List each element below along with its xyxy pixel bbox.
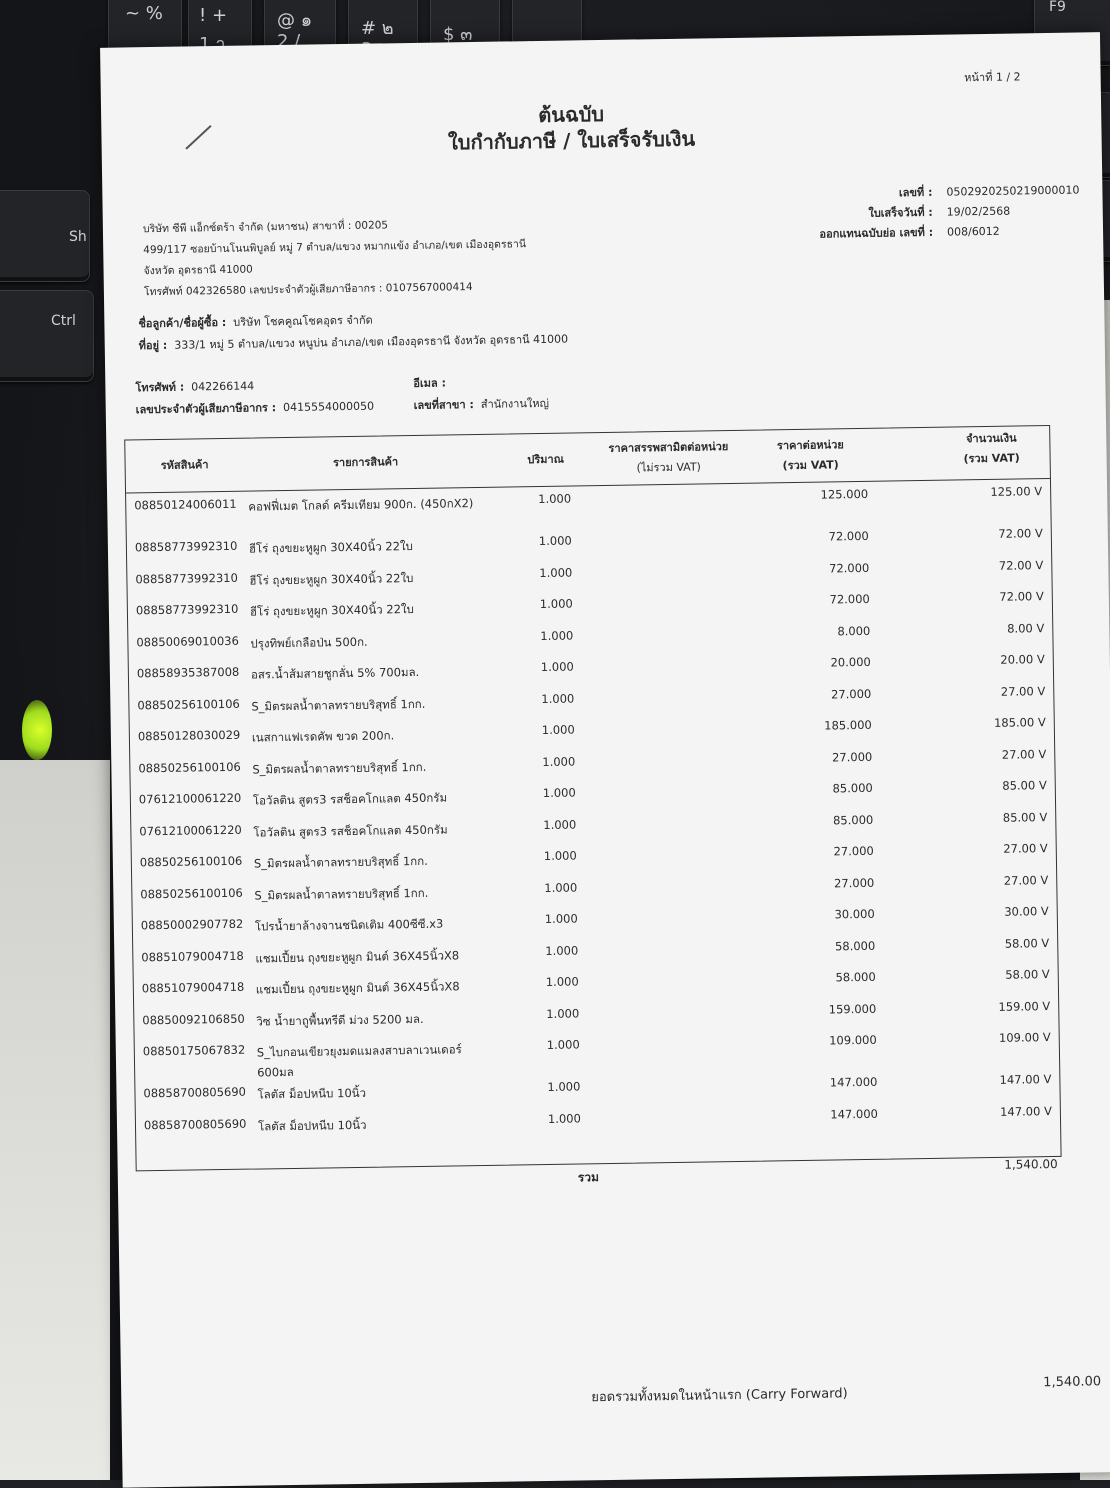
item-description: ปรุงทิพย์เกลือป่น 500ก.	[250, 629, 490, 653]
item-quantity: 1.000	[543, 817, 576, 832]
ref-label: ออกแทนฉบับย่อ เลขที่ :	[793, 223, 933, 245]
doc-no-value: 0502920250219000010	[932, 180, 1079, 202]
table-row	[127, 557, 1051, 572]
item-quantity: 1.000	[542, 754, 575, 769]
item-description: S_มิตรผลน้ำตาลทรายบริสุทธิ์ 1กก.	[252, 755, 492, 779]
item-amount: 27.00 V	[951, 684, 1045, 699]
item-amount: 125.00 V	[948, 484, 1042, 499]
item-amount: 27.00 V	[954, 841, 1048, 856]
item-unit-price: 109.000	[807, 1033, 877, 1048]
table-row	[134, 967, 1058, 982]
header-excise	[593, 437, 744, 479]
table-row	[132, 872, 1056, 887]
table-row	[129, 683, 1053, 698]
item-code: 08858773992310	[136, 602, 239, 618]
item-unit-price: 27.000	[804, 875, 874, 890]
item-amount: 27.00 V	[954, 873, 1048, 888]
document-type: ต้นฉบับ	[101, 91, 1041, 138]
item-description: อสร.น้ำส้มสายชูกลั่น 5% 700มล.	[251, 661, 491, 685]
seller-line: 499/117 ซอยบ้านโนนพิบูลย์ หมู่ 7 ตำบล/แขวง หมากแข้ง อำเภอ/เขต เมืองอุดรธานี	[143, 234, 526, 261]
keyboard-key: ~ %	[108, 0, 182, 66]
item-description: วิซ น้ำยาถูพื้นทรีดี ม่วง 5200 มล.	[256, 1007, 496, 1031]
item-code: 08850069010036	[136, 633, 239, 649]
buyer-contact	[135, 368, 736, 427]
item-unit-price: 72.000	[800, 592, 870, 607]
buyer-address-label: ที่อยู่ :	[139, 339, 168, 352]
item-quantity: 1.000	[547, 1079, 580, 1094]
item-quantity: 1.000	[544, 848, 577, 863]
table-row	[130, 715, 1054, 730]
item-unit-price: 159.000	[806, 1001, 876, 1016]
item-quantity: 1.000	[541, 659, 574, 674]
item-quantity: 1.000	[546, 974, 579, 989]
item-unit-price: 27.000	[801, 686, 871, 701]
item-description: S_มิตรผลน้ำตาลทรายบริสุทธิ์ 1กก.	[254, 881, 494, 905]
item-description: คอฟฟี่เมต โกลด์ ครีมเทียม 900ก. (450กX2)	[248, 493, 488, 517]
ref-value: 008/6012	[933, 222, 1000, 243]
item-description: โอวัลติน สูตร3 รสช็อคโกแลต 450กรัม	[253, 818, 493, 842]
keyboard-key: # ๒	[348, 0, 418, 66]
buyer-info	[138, 307, 568, 358]
item-code: 08850175067832	[143, 1043, 246, 1059]
item-amount: 58.00 V	[955, 936, 1049, 951]
buyer-address-value: 333/1 หมู่ 5 ตำบล/แขวง หนูบ่น อำเภอ/เขต เมืองอุดรธานี จังหวัด อุดรธานี 41000	[174, 333, 568, 352]
header-unit-price	[755, 435, 866, 477]
seller-info	[143, 213, 527, 303]
buyer-name-value: บริษัท โชคคูณโชคอุดร จำกัด	[233, 314, 373, 329]
table-row	[134, 998, 1058, 1013]
total-label: รวม	[578, 1168, 599, 1187]
doc-no-label: เลขที่ :	[792, 183, 932, 205]
item-code: 08858773992310	[135, 539, 238, 555]
document-info	[792, 180, 1080, 245]
table-row	[132, 841, 1056, 856]
green-object	[22, 700, 52, 760]
item-description: แชมเปี้ยน ถุงขยะหูผูก มินต์ 36X45นิ้วX8	[256, 976, 496, 1000]
item-description: S_ไบกอนเขียวยุงมดแมลงสาบลาเวนเดอร์ 600มล	[257, 1039, 498, 1083]
item-unit-price: 147.000	[808, 1106, 878, 1121]
table-row	[131, 809, 1055, 824]
item-amount: 85.00 V	[953, 810, 1047, 825]
item-unit-price: 8.000	[800, 623, 870, 638]
item-amount: 72.00 V	[949, 558, 1043, 573]
item-unit-price: 185.000	[802, 718, 872, 733]
header-description: รายการสินค้า	[275, 451, 455, 474]
item-amount: 72.00 V	[949, 526, 1043, 541]
item-unit-price: 147.000	[807, 1075, 877, 1090]
item-unit-price: 27.000	[802, 749, 872, 764]
item-quantity: 1.000	[539, 534, 572, 549]
table-row	[128, 589, 1052, 604]
item-unit-price: 27.000	[804, 844, 874, 859]
header-excise-line2: (ไม่รวม VAT)	[594, 457, 744, 479]
item-description: แชมเปี้ยน ถุงขยะหูผูก มินต์ 36X45นิ้วX8	[255, 944, 495, 968]
item-unit-price: 58.000	[805, 938, 875, 953]
receipt-document	[100, 32, 1110, 1488]
carry-forward-value: 1,540.00	[1001, 1374, 1101, 1391]
item-quantity: 1.000	[547, 1037, 580, 1052]
item-amount: 30.00 V	[955, 904, 1049, 919]
table-row	[130, 746, 1054, 761]
item-description: S_มิตรผลน้ำตาลทรายบริสุทธิ์ 1กก.	[254, 850, 494, 874]
keyboard-key: Ctrl	[0, 290, 94, 382]
item-code: 07612100061220	[139, 791, 242, 807]
item-description: โปรน้ำยาล้างจานชนิดเติม 400ซีซี.x3	[255, 913, 495, 937]
date-value: 19/02/2568	[933, 202, 1011, 223]
document-title: ใบกำกับภาษี / ใบเสร็จรับเงิน	[101, 117, 1041, 164]
header-amount-line2: (รวม VAT)	[941, 448, 1041, 470]
table-row	[133, 935, 1057, 950]
table-row	[133, 904, 1057, 919]
item-quantity: 1.000	[538, 492, 571, 507]
item-amount: 27.00 V	[952, 747, 1046, 762]
item-unit-price: 72.000	[799, 529, 869, 544]
item-amount: 85.00 V	[953, 778, 1047, 793]
item-amount: 20.00 V	[951, 652, 1045, 667]
carry-forward-label: ยอดรวมทั้งหมดในหน้าแรก (Carry Forward)	[591, 1382, 848, 1407]
item-unit-price: 20.000	[801, 655, 871, 670]
date-label: ใบเสร็จวันที่ :	[793, 203, 933, 225]
item-quantity: 1.000	[544, 880, 577, 895]
keyboard-key: Sh	[0, 190, 90, 282]
taxid-value: 0415554000050	[283, 400, 374, 414]
taxid-label: เลขประจำตัวผู้เสียภาษีอากร :	[136, 401, 277, 416]
header-amount-line1: จำนวนเงิน	[941, 428, 1041, 450]
item-quantity: 1.000	[548, 1111, 581, 1126]
email-label: อีเมล :	[413, 376, 446, 390]
table-row	[135, 1030, 1059, 1045]
keyboard-key: @ ๑ 2 /	[264, 0, 336, 66]
total-value: 1,540.00	[958, 1157, 1058, 1173]
seller-line: จังหวัด อุดรธานี 41000	[143, 255, 526, 282]
item-quantity: 1.000	[543, 785, 576, 800]
phone-value: 042266144	[191, 379, 254, 393]
item-unit-price: 30.000	[805, 907, 875, 922]
phone-label: โทรศัพท์ :	[135, 381, 184, 395]
item-amount: 72.00 V	[950, 589, 1044, 604]
item-amount: 147.00 V	[957, 1072, 1051, 1087]
item-code: 08850256100106	[138, 759, 241, 775]
item-code: 08858700805690	[143, 1085, 246, 1101]
item-code: 08851079004718	[142, 980, 245, 996]
table-row	[136, 1103, 1060, 1118]
header-amount	[941, 428, 1042, 470]
item-unit-price: 72.000	[799, 560, 869, 575]
item-quantity: 1.000	[541, 691, 574, 706]
header-code: รหัสสินค้า	[139, 455, 229, 476]
item-code: 08858773992310	[135, 570, 238, 586]
item-amount: 58.00 V	[956, 967, 1050, 982]
item-quantity: 1.000	[545, 943, 578, 958]
table-row	[128, 620, 1052, 635]
items-table	[124, 425, 1061, 1171]
item-description: ฮีโร่ ถุงขยะหูผูก 30X40นิ้ว 22ใบ	[249, 566, 489, 590]
item-quantity: 1.000	[545, 911, 578, 926]
branch-value: สำนักงานใหญ่	[481, 397, 549, 411]
item-amount: 109.00 V	[957, 1030, 1051, 1045]
table-header	[125, 426, 1050, 494]
buyer-name-label: ชื่อลูกค้า/ชื่อผู้ซื้อ :	[138, 316, 226, 330]
header-unit-price-line1: ราคาต่อหน่วย	[755, 435, 865, 457]
item-description: ฮีโร่ ถุงขยะหูผูก 30X40นิ้ว 22ใบ	[250, 598, 490, 622]
item-code: 08858935387008	[137, 665, 240, 681]
item-amount: 159.00 V	[956, 999, 1050, 1014]
item-code: 08850256100106	[137, 696, 240, 712]
item-quantity: 1.000	[540, 628, 573, 643]
item-unit-price: 58.000	[806, 970, 876, 985]
branch-label: เลขที่สาขา :	[414, 398, 474, 412]
item-code: 08850092106850	[142, 1011, 245, 1027]
item-code: 08850128030029	[138, 728, 241, 744]
item-quantity: 1.000	[539, 565, 572, 580]
item-description: ฮีโร่ ถุงขยะหูผูก 30X40นิ้ว 22ใบ	[249, 535, 489, 559]
item-code: 08850124006011	[134, 497, 237, 513]
header-quantity: ปริมาณ	[505, 449, 585, 470]
item-description: เนสกาแฟเรดคัพ ขวด 200ก.	[252, 724, 492, 748]
item-unit-price: 85.000	[803, 812, 873, 827]
seller-line: บริษัท ซีพี แอ็กซ์ตร้า จำกัด (มหาชน) สาขาที่ : 00205	[143, 213, 526, 240]
item-code: 08850256100106	[140, 854, 243, 870]
page-number: หน้าที่ 1 / 2	[964, 67, 1021, 86]
item-description: โลตัส ม็อปหนีบ 10นิ้ว	[257, 1081, 497, 1105]
item-code: 08850002907782	[141, 917, 244, 933]
header-unit-price-line2: (รวม VAT)	[756, 455, 866, 477]
desk-surface	[0, 760, 110, 1480]
item-quantity: 1.000	[542, 722, 575, 737]
table-row	[127, 526, 1051, 541]
item-code: 08858700805690	[144, 1116, 247, 1132]
item-description: โอวัลติน สูตร3 รสช็อคโกแลต 450กรัม	[253, 787, 493, 811]
item-code: 08850256100106	[140, 885, 243, 901]
table-row	[131, 778, 1055, 793]
keyboard-key: F9	[1034, 0, 1110, 66]
item-unit-price: 125.000	[798, 487, 868, 502]
keyboard-key: $ ๓	[430, 0, 500, 66]
item-amount: 147.00 V	[958, 1104, 1052, 1119]
table-row	[129, 652, 1053, 667]
item-amount: 8.00 V	[950, 621, 1044, 636]
seller-line: โทรศัพท์ 042326580 เลขประจำตัวผู้เสียภาษีอากร : 0107567000414	[144, 276, 527, 303]
header-excise-line1: ราคาสรรพสามิตต่อหน่วย	[593, 437, 743, 459]
item-quantity: 1.000	[540, 596, 573, 611]
item-unit-price: 85.000	[803, 781, 873, 796]
keyboard-key: ! + 1 ๅ	[188, 0, 252, 66]
item-description: S_มิตรผลน้ำตาลทรายบริสุทธิ์ 1กก.	[251, 692, 491, 716]
item-code: 07612100061220	[139, 822, 242, 838]
item-description: โลตัส ม็อปหนีบ 10นิ้ว	[258, 1112, 498, 1136]
item-amount: 185.00 V	[952, 715, 1046, 730]
item-quantity: 1.000	[546, 1006, 579, 1021]
item-code: 08851079004718	[141, 948, 244, 964]
